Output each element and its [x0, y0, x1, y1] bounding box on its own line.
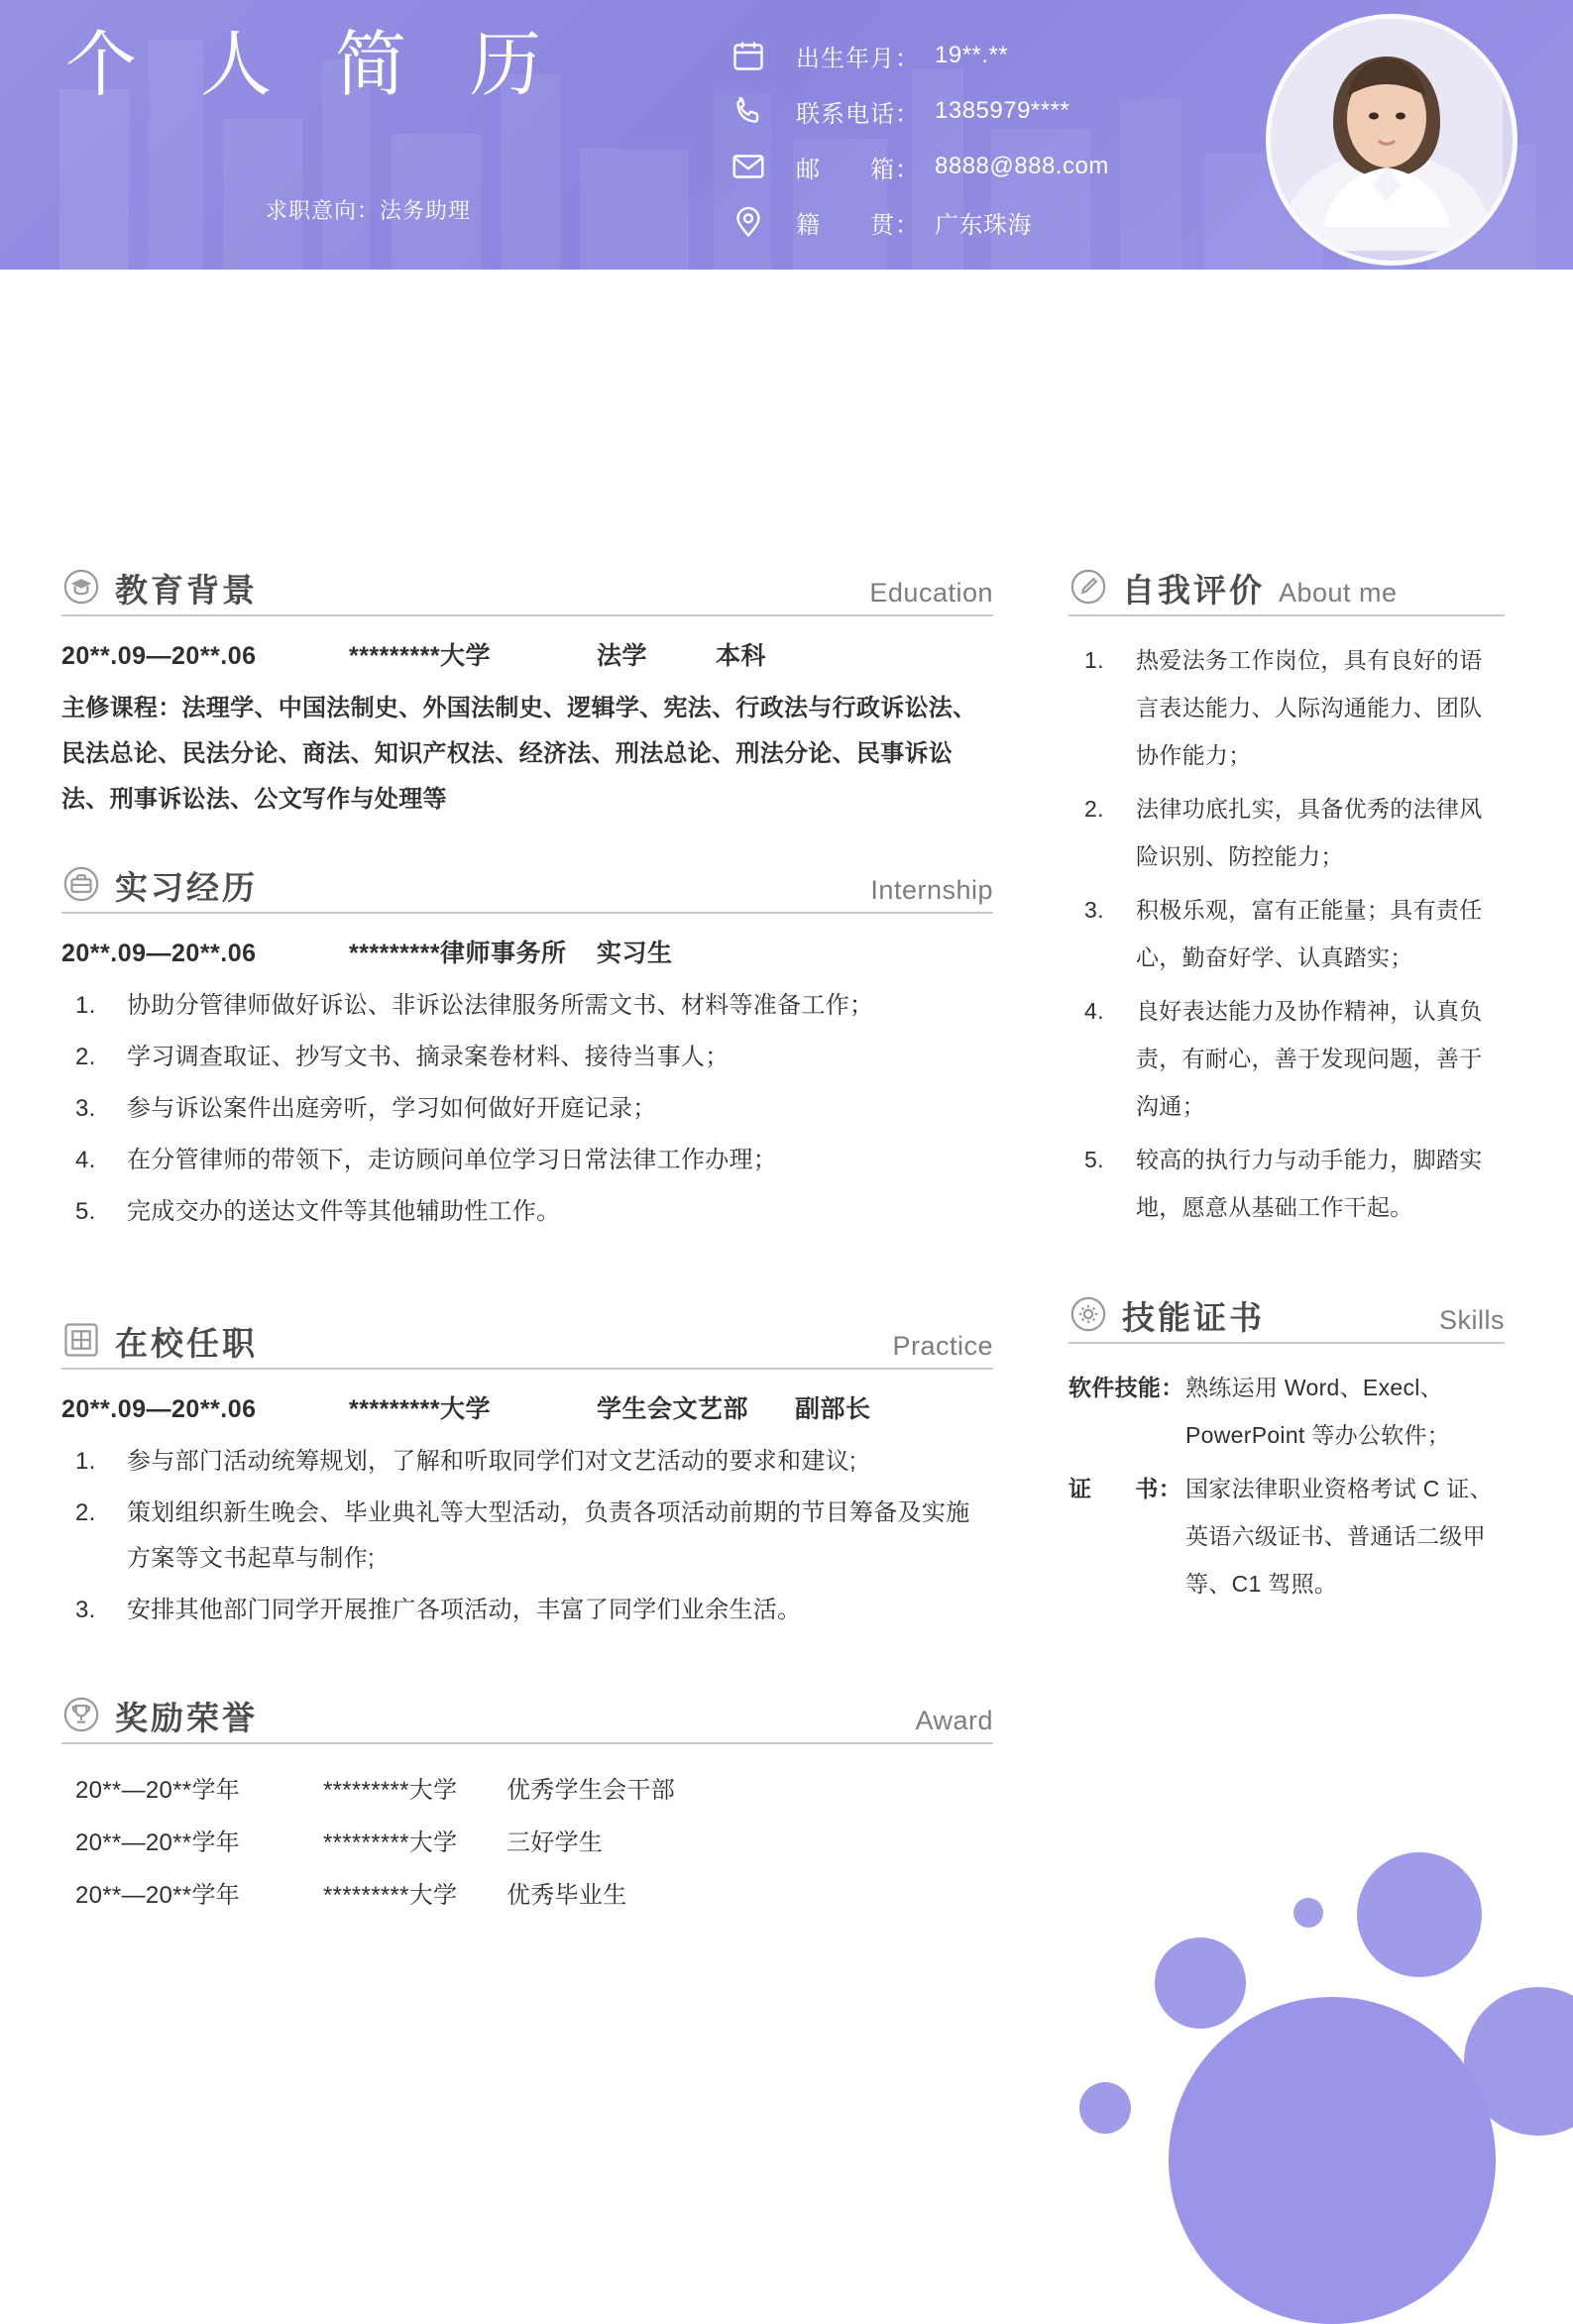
award-name: 优秀毕业生 — [506, 1882, 627, 1909]
section-title-skills: 技能证书 — [1122, 1299, 1265, 1336]
skill-key-part: 书： — [1135, 1476, 1181, 1501]
award-name: 优秀学生会干部 — [506, 1777, 676, 1804]
avatar — [1266, 14, 1517, 266]
education-date: 20**.09—20**.06 — [61, 642, 257, 670]
section-header-skills — [1068, 1294, 1505, 1344]
practice-role: 副部长 — [795, 1395, 871, 1423]
contact-list — [729, 32, 1244, 254]
contact-item-birth — [729, 32, 1244, 79]
internship-duty-text: 协助分管律师做好诉讼、非诉讼法律服务所需文书、材料等准备工作； — [127, 992, 874, 1019]
practice-duty-text: 参与部门活动统筹规划，了解和听取同学们对文艺活动的要求和建议; — [127, 1448, 856, 1475]
contact-label-phone: 联系电话： — [796, 100, 920, 128]
education-entry — [61, 636, 993, 672]
about-item-text: 良好表达能力及协作精神，认真负责，有耐心，善于发现问题，善于沟通； — [1136, 998, 1483, 1119]
skill-row-certificate — [1068, 1465, 1505, 1607]
building-icon — [61, 1320, 101, 1360]
briefcase-icon — [61, 864, 101, 904]
section-title-education: 教育背景 — [115, 572, 258, 609]
location-icon — [729, 202, 768, 242]
section-title-en-practice: Practice — [892, 1331, 993, 1361]
about-list — [1068, 636, 1505, 1231]
contact-value-birth: 19**.** — [935, 42, 1009, 68]
practice-date: 20**.09—20**.06 — [61, 1395, 257, 1423]
section-skills — [1068, 1294, 1505, 1607]
contact-value-hometown: 广东珠海 — [935, 211, 1032, 239]
internship-duty-text: 学习调查取证、抄写文书、摘录案卷材料、接待当事人； — [127, 1044, 730, 1070]
section-body-award — [61, 1744, 993, 1910]
section-header-practice — [61, 1320, 993, 1370]
section-award — [61, 1695, 993, 1910]
circle-decoration — [1079, 2082, 1131, 2134]
left-column — [61, 567, 993, 1951]
list-item: 3. 参与诉讼案件出庭旁听，学习如何做好开庭记录； — [75, 1095, 657, 1122]
section-header-award — [61, 1695, 993, 1744]
education-degree: 本科 — [716, 642, 767, 670]
award-school: *********大学 — [323, 1829, 458, 1856]
list-item: 2. 学习调查取证、抄写文书、摘录案卷材料、接待当事人； — [75, 1044, 730, 1070]
internship-entry — [61, 934, 993, 969]
section-title-en-about: About me — [1279, 578, 1398, 608]
mail-icon — [729, 147, 768, 186]
list-item: 5. 完成交办的送达文件等其他辅助性工作。 — [75, 1198, 561, 1225]
contact-value-email: 8888@888.com — [935, 153, 1109, 179]
about-item-text: 热爱法务工作岗位，具有良好的语言表达能力、人际沟通能力、团队协作能力； — [1136, 647, 1483, 768]
section-body-internship — [61, 914, 993, 1235]
section-body-education — [61, 616, 993, 823]
contact-value-phone: 1385979**** — [935, 97, 1070, 124]
contact-label-email: 邮 箱： — [796, 156, 920, 183]
circle-decoration — [1155, 1937, 1246, 2029]
pencil-icon — [1068, 567, 1108, 607]
phone-icon — [729, 91, 768, 131]
award-year: 20**—20**学年 — [75, 1777, 241, 1804]
circle-decoration — [1293, 1898, 1323, 1928]
practice-duty-text: 安排其他部门同学开展推广各项活动，丰富了同学们业余生活。 — [127, 1597, 802, 1623]
section-header-internship — [61, 864, 993, 914]
internship-role: 实习生 — [597, 940, 673, 967]
avatar-photo — [1271, 19, 1513, 261]
calendar-icon — [729, 36, 768, 75]
section-title-practice: 在校任职 — [115, 1325, 258, 1362]
section-title-award: 奖励荣誉 — [115, 1700, 258, 1736]
resume-header — [0, 0, 1573, 270]
list-item: 3. 安排其他部门同学开展推广各项活动，丰富了同学们业余生活。 — [75, 1597, 802, 1623]
circle-decoration — [1464, 1987, 1573, 2136]
practice-dept: 学生会文艺部 — [597, 1395, 749, 1423]
skill-key-software: 软件技能： — [1068, 1375, 1184, 1400]
section-practice — [61, 1320, 993, 1633]
skill-row-software — [1068, 1364, 1505, 1459]
education-school: *********大学 — [349, 642, 492, 670]
about-item-text: 法律功底扎实，具备优秀的法律风险识别、防控能力； — [1136, 796, 1483, 869]
trophy-icon — [61, 1695, 101, 1734]
internship-duty-text: 参与诉讼案件出庭旁听，学习如何做好开庭记录； — [127, 1095, 657, 1122]
internship-org: *********律师事务所 — [349, 940, 567, 967]
section-body-about — [1068, 616, 1505, 1231]
skill-key-part: 证 — [1068, 1476, 1092, 1501]
practice-duty-list — [61, 1439, 993, 1633]
contact-label-hometown: 籍 贯： — [796, 211, 920, 239]
award-name: 三好学生 — [506, 1829, 604, 1856]
gear-icon — [1068, 1294, 1108, 1334]
list-item: 5. 较高的执行力与动手能力，脚踏实地，愿意从基础工作干起。 — [1084, 1147, 1483, 1220]
list-item: 4. 在分管律师的带领下，走访顾问单位学习日常法律工作办理； — [75, 1147, 778, 1173]
internship-duty-text: 完成交办的送达文件等其他辅助性工作。 — [127, 1198, 561, 1225]
section-title-internship: 实习经历 — [115, 869, 258, 906]
award-row — [61, 1823, 993, 1857]
section-title-about: 自我评价 — [1122, 572, 1265, 609]
list-item: 1. 协助分管律师做好诉讼、非诉讼法律服务所需文书、材料等准备工作； — [75, 992, 874, 1019]
graduation-cap-icon — [61, 567, 101, 607]
section-body-skills — [1068, 1344, 1505, 1607]
internship-duty-list — [61, 983, 993, 1235]
contact-item-phone — [729, 87, 1244, 135]
list-item: 1. 参与部门活动统筹规划，了解和听取同学们对文艺活动的要求和建议; — [75, 1448, 856, 1475]
page-title: 个 人 简 历 — [65, 26, 564, 105]
award-row — [61, 1770, 993, 1805]
section-title-en-skills: Skills — [1438, 1305, 1505, 1335]
internship-duty-text: 在分管律师的带领下，走访顾问单位学习日常法律工作办理； — [127, 1147, 778, 1173]
circle-decoration — [1169, 1997, 1496, 2324]
about-item-text: 较高的执行力与动手能力，脚踏实地，愿意从基础工作干起。 — [1136, 1147, 1483, 1220]
award-school: *********大学 — [323, 1777, 458, 1804]
internship-date: 20**.09—20**.06 — [61, 940, 257, 967]
skill-key-certificate — [1068, 1465, 1185, 1607]
award-school: *********大学 — [323, 1882, 458, 1909]
practice-entry — [61, 1389, 993, 1425]
award-year: 20**—20**学年 — [75, 1882, 241, 1909]
about-item-text: 积极乐观，富有正能量；具有责任心，勤奋好学、认真踏实； — [1136, 897, 1483, 970]
list-item: 2. 法律功底扎实，具备优秀的法律风险识别、防控能力； — [1084, 796, 1483, 869]
practice-duty-text: 策划组织新生晚会、毕业典礼等大型活动，负责各项活动前期的节目筹备及实施方案等文书起草与制作; — [127, 1499, 970, 1572]
list-item: 3. 积极乐观，富有正能量；具有责任心，勤奋好学、认真踏实； — [1084, 897, 1483, 970]
avatar-illustration — [1271, 19, 1503, 251]
education-courses: 主修课程：法理学、中国法制史、外国法制史、逻辑学、宪法、行政法与行政诉讼法、民法总论、民法分论、商法、知识产权法、经济法、刑法总论、刑法分论、民事诉讼法、刑事诉讼法、公文写作与处理等 — [61, 695, 977, 813]
contact-label-birth: 出生年月： — [796, 45, 920, 72]
section-education — [61, 567, 993, 823]
section-title-en-education: Education — [869, 578, 993, 608]
contact-item-email — [729, 143, 1244, 190]
section-internship — [61, 864, 993, 1235]
award-year: 20**—20**学年 — [75, 1829, 241, 1856]
contact-item-hometown — [729, 198, 1244, 246]
section-header-education — [61, 567, 993, 616]
section-body-practice — [61, 1370, 993, 1633]
list-item: 1. 热爱法务工作岗位，具有良好的语言表达能力、人际沟通能力、团队协作能力； — [1084, 647, 1483, 768]
skill-value-certificate: 国家法律职业资格考试 C 证、英语六级证书、普通话二级甲等、C1 驾照。 — [1185, 1476, 1493, 1597]
section-about — [1068, 567, 1505, 1231]
award-row — [61, 1875, 993, 1910]
section-title-en-internship: Internship — [870, 875, 993, 905]
right-column — [1068, 567, 1505, 1649]
section-title-en-award: Award — [915, 1706, 993, 1735]
list-item: 4. 良好表达能力及协作精神，认真负责，有耐心，善于发现问题，善于沟通； — [1084, 998, 1483, 1119]
practice-org: *********大学 — [349, 1395, 492, 1423]
circle-decoration — [1357, 1852, 1482, 1977]
section-header-about — [1068, 567, 1505, 616]
job-intent: 求职意向：法务助理 — [266, 198, 472, 223]
list-item: 2. 策划组织新生晚会、毕业典礼等大型活动，负责各项活动前期的节目筹备及实施方案等文书起草与制作; — [75, 1499, 970, 1572]
education-major: 法学 — [597, 642, 648, 670]
skill-value-software: 熟练运用 Word、Execl、PowerPoint 等办公软件； — [1185, 1375, 1451, 1448]
